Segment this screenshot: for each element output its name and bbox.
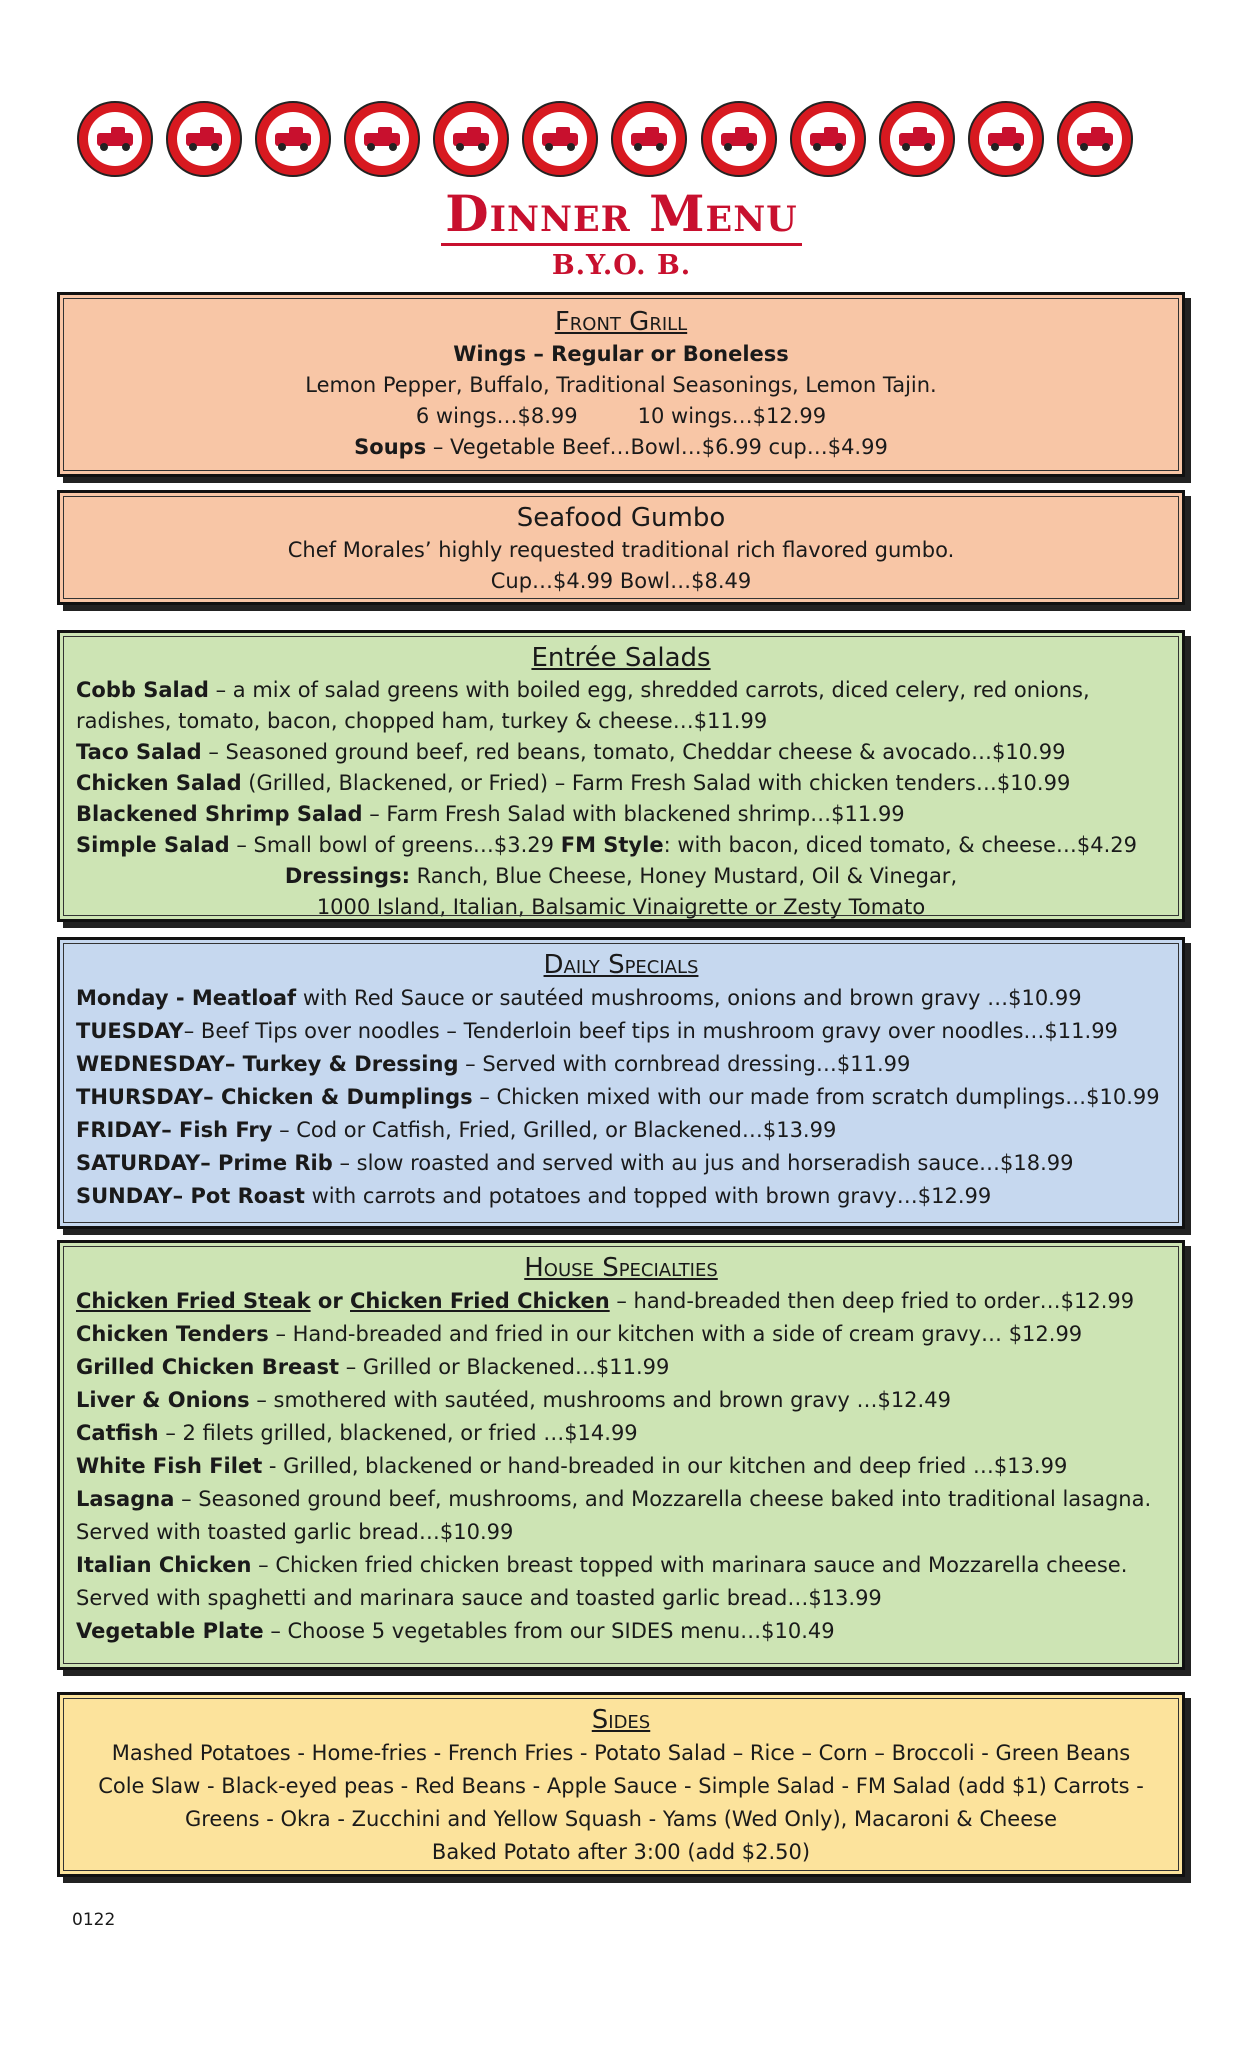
daily-specials-section — [57, 937, 1185, 1229]
red-truck-logo — [253, 100, 333, 178]
house-heading: House Specialties — [524, 1253, 718, 1283]
house-specialties-section — [57, 1240, 1185, 1670]
red-truck-logo — [877, 100, 957, 178]
red-truck-logo — [966, 100, 1046, 178]
red-truck-logo — [788, 100, 868, 178]
red-truck-logo — [1055, 100, 1135, 178]
chicken-tenders-item: Chicken Tenders – Hand-breaded and fried in our kitchen with a side of cream gravy… $12.99 — [76, 1322, 1083, 1346]
dressings-line-2: 1000 Island, Italian, Balsamic Vinaigrette or Zesty Tomato — [316, 895, 926, 919]
chicken-fried-item: Chicken Fried Steak or Chicken Fried Chicken – hand-breaded then deep fried to order…$12.99 — [76, 1289, 1135, 1313]
lasagna-item: Lasagna – Seasoned ground beef, mushrooms, and Mozzarella cheese baked into traditional lasagna. Served with toasted garlic bread…$10.99 — [76, 1487, 1152, 1544]
red-truck-logo — [75, 100, 155, 178]
red-truck-logo — [431, 100, 511, 178]
monday-special: Monday - Meatloaf with Red Sauce or sautéed mushrooms, onions and brown gravy …$10.99 — [76, 986, 1082, 1010]
sides-section — [57, 1692, 1185, 1877]
saturday-special: SATURDAY– Prime Rib – slow roasted and served with au jus and horseradish sauce…$18.99 — [76, 1151, 1074, 1175]
tuesday-special: TUESDAY– Beef Tips over noodles – Tenderloin beef tips in mushroom gravy over noodles…$11.99 — [76, 1019, 1118, 1043]
front-grill-section — [57, 292, 1185, 477]
dressings-line-1: Dressings: Ranch, Blue Cheese, Honey Mustard, Oil & Vinegar, — [284, 864, 958, 888]
grilled-chicken-item: Grilled Chicken Breast – Grilled or Blackened…$11.99 — [76, 1355, 670, 1379]
logo-row — [75, 100, 1135, 178]
simple-salad: Simple Salad – Small bowl of greens…$3.29 FM Style: with bacon, diced tomato, & cheese…$4.29 — [76, 833, 1138, 857]
gumbo-heading: Seafood Gumbo — [516, 503, 726, 533]
catfish-item: Catfish – 2 filets grilled, blackened, or fried …$14.99 — [76, 1421, 638, 1445]
italian-chicken-item: Italian Chicken – Chicken fried chicken breast topped with marinara sauce and Mozzarella cheese. Served with spaghetti and marinara sauce and toasted garlic bread…$13.99 — [76, 1553, 1128, 1610]
cobb-salad: Cobb Salad – a mix of salad greens with boiled egg, shredded carrots, diced celery, red onions, radishes, tomato, bacon, chopped ham, turkey & cheese…$11.99 — [76, 678, 1090, 733]
front-grill-heading: Front Grill — [554, 307, 688, 337]
white-fish-item: White Fish Filet - Grilled, blackened or hand-breaded in our kitchen and deep fried …$13.99 — [76, 1454, 1068, 1478]
thursday-special: THURSDAY– Chicken & Dumplings – Chicken mixed with our made from scratch dumplings…$10.99 — [76, 1085, 1160, 1109]
sides-list: Mashed Potatoes - Home-fries - French Fries - Potato Salad – Rice – Corn – Broccoli - Green Beans Cole Slaw - Black-eyed peas - Red Beans - Apple Sauce - Simple Salad - FM Salad (add $1) Carrots - Greens - Okra - Zucchini and Yellow Squash - Yams (Wed Only), Macaroni & Cheese — [98, 1741, 1144, 1831]
liver-onions-item: Liver & Onions – smothered with sautéed, mushrooms and brown gravy …$12.49 — [76, 1388, 951, 1412]
chicken-salad: Chicken Salad (Grilled, Blackened, or Fried) – Farm Fresh Salad with chicken tenders…$10.99 — [76, 771, 1071, 795]
red-truck-logo — [342, 100, 422, 178]
menu-code: 0122 — [72, 1910, 116, 1930]
vegetable-plate-item: Vegetable Plate – Choose 5 vegetables from our SIDES menu…$10.49 — [76, 1619, 835, 1643]
blackened-shrimp-salad: Blackened Shrimp Salad – Farm Fresh Salad with blackened shrimp…$11.99 — [76, 802, 905, 826]
salads-heading: Entrée Salads — [531, 643, 711, 673]
taco-salad: Taco Salad – Seasoned ground beef, red beans, tomato, Cheddar cheese & avocado…$10.99 — [76, 740, 1066, 764]
soups-line: Soups – Vegetable Beef…Bowl…$6.99 cup…$4.99 — [354, 435, 888, 459]
seafood-gumbo-section — [57, 490, 1185, 605]
red-truck-logo — [164, 100, 244, 178]
sunday-special: SUNDAY– Pot Roast with carrots and potatoes and topped with brown gravy…$12.99 — [76, 1184, 992, 1208]
gumbo-prices: Cup…$4.99 Bowl…$8.49 — [490, 569, 752, 593]
red-truck-logo — [699, 100, 779, 178]
friday-special: FRIDAY– Fish Fry – Cod or Catfish, Fried, Grilled, or Blackened…$13.99 — [76, 1118, 837, 1142]
wings-prices: 6 wings…$8.99 10 wings…$12.99 — [415, 404, 827, 428]
red-truck-logo — [609, 100, 689, 178]
sides-heading: Sides — [591, 1705, 651, 1735]
page-title: Dinner Menu — [0, 186, 1243, 242]
entree-salads-section — [57, 630, 1185, 922]
gumbo-desc: Chef Morales’ highly requested traditional rich flavored gumbo. — [287, 538, 955, 562]
wednesday-special: WEDNESDAY– Turkey & Dressing – Served with cornbread dressing…$11.99 — [76, 1052, 911, 1076]
red-truck-logo — [520, 100, 600, 178]
byob-subtitle: B.Y.O. B. — [551, 250, 692, 281]
specials-heading: Daily Specials — [543, 950, 699, 980]
wings-flavors: Lemon Pepper, Buffalo, Traditional Seasonings, Lemon Tajin. — [305, 373, 937, 397]
baked-potato-note: Baked Potato after 3:00 (add $2.50) — [431, 1840, 811, 1864]
wings-title: Wings – Regular or Boneless — [453, 342, 789, 366]
